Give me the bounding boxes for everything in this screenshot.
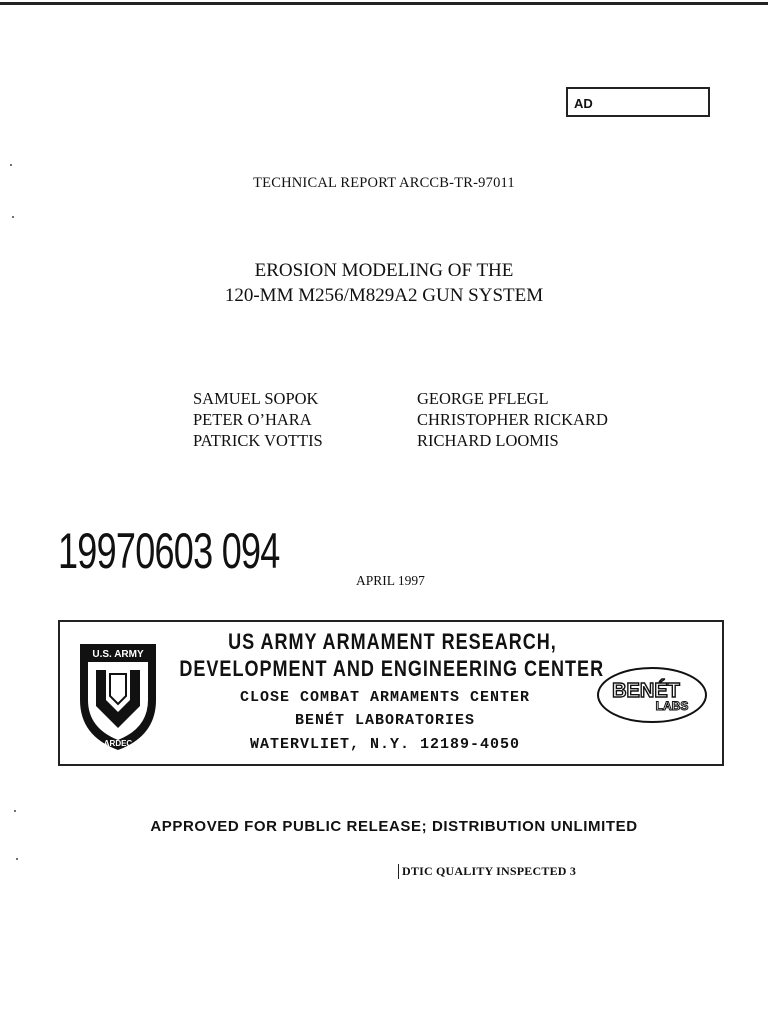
page-top-rule (0, 2, 768, 5)
org-name-line-3: CLOSE COMBAT ARMAMENTS CENTER (239, 689, 531, 706)
org-name-line-1: US ARMY ARMAMENT RESEARCH, (228, 629, 557, 654)
authors-column-right (417, 388, 608, 451)
org-address: WATERVLIET, N.Y. 12189-4050 (249, 736, 521, 753)
scan-speck (14, 810, 16, 812)
report-title-line-2: 120-MM M256/M829A2 GUN SYSTEM (224, 285, 544, 306)
benet-labs-logo-icon (596, 666, 708, 724)
scan-speck (10, 164, 12, 166)
shield-top-text: U.S. ARMY (92, 649, 144, 660)
scan-speck (12, 216, 14, 218)
shield-bottom-text: ARDEC (103, 739, 133, 748)
authors-column-left (193, 388, 323, 451)
ad-number-box (566, 87, 710, 117)
author-name: PETER O’HARA (193, 410, 312, 429)
author-name: RICHARD LOOMIS (417, 431, 559, 450)
author-name: GEORGE PFLEGL (417, 389, 549, 408)
distribution-statement: APPROVED FOR PUBLIC RELEASE; DISTRIBUTION UNLIMITED (150, 818, 638, 835)
accession-number: 19970603 094 (58, 523, 280, 579)
organization-block (58, 620, 724, 766)
ad-label: AD (574, 96, 593, 111)
labs-logo-word: LABS (655, 699, 689, 713)
author-name: CHRISTOPHER RICKARD (417, 410, 608, 429)
author-name: SAMUEL SOPOK (193, 389, 319, 408)
author-name: PATRICK VOTTIS (193, 431, 323, 450)
scan-speck (16, 858, 18, 860)
org-name-line-2: DEVELOPMENT AND ENGINEERING CENTER (179, 656, 605, 681)
report-number: TECHNICAL REPORT ARCCB-TR-97011 (253, 175, 515, 191)
benet-logo-word: BENÉT (612, 680, 680, 702)
report-title-line-1: EROSION MODELING OF THE (254, 260, 514, 281)
org-name-line-4: BENÉT LABORATORIES (294, 712, 476, 729)
report-date: APRIL 1997 (356, 573, 425, 588)
dtic-quality-stamp: DTIC QUALITY INSPECTED 3 (398, 864, 576, 879)
